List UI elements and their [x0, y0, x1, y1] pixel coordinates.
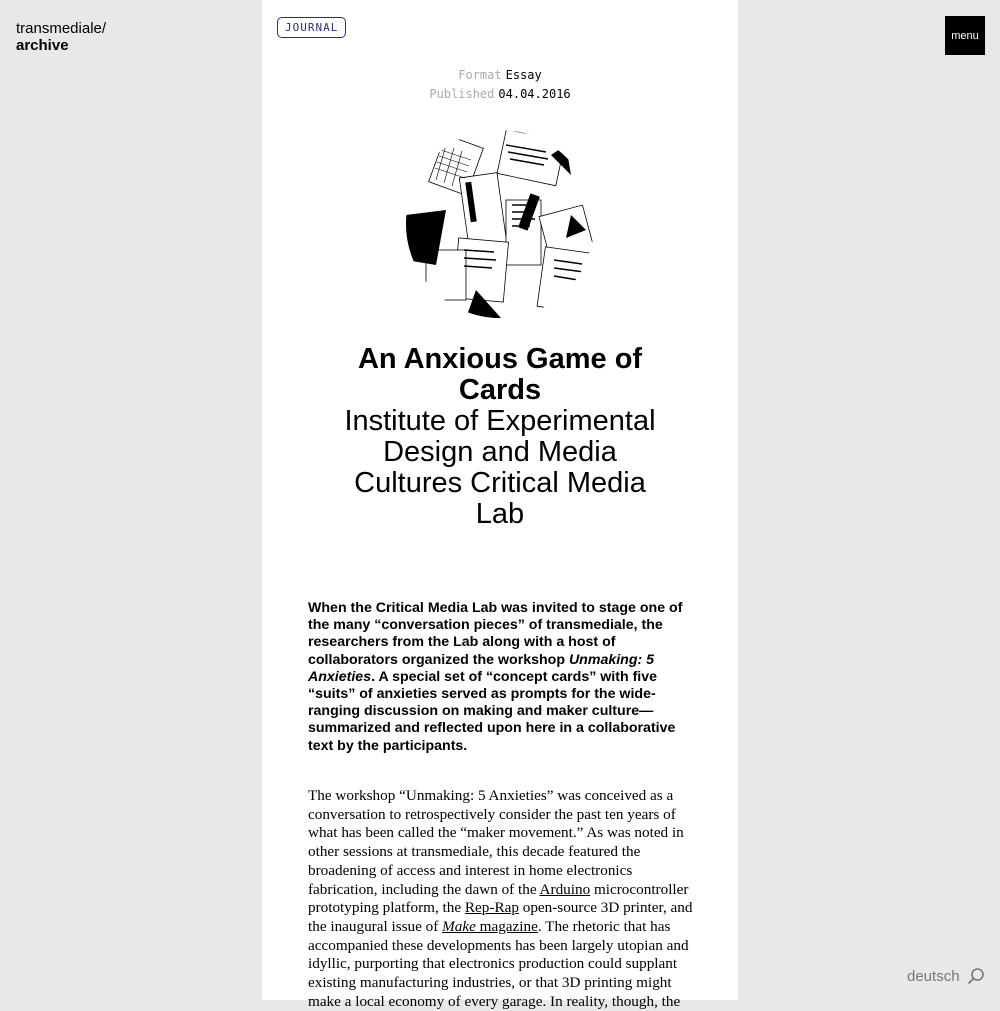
arduino-link[interactable]: Arduino [539, 880, 591, 898]
logo-line-1: transmediale/ [16, 20, 107, 37]
format-key: Format [458, 68, 502, 82]
body-part-3: open-source 3D printer, and the inaugural issue of [308, 899, 693, 935]
make-link-italic: Make [442, 917, 476, 935]
article-title: An Anxious Game of Cards [357, 343, 643, 406]
published-key: Published [429, 87, 495, 101]
menu-button[interactable]: menu [945, 16, 985, 55]
format-value: Essay [505, 68, 542, 82]
lead-part-1: When the Critical Media Lab was invited to stage one of the many “conversation pieces” of transmediale, the researchers from the Lab along with a host of collaborators organized the workshop [308, 600, 683, 668]
published-value: 04.04.2016 [498, 87, 571, 101]
body-part-2: microcontroller prototyping platform, the [308, 880, 689, 917]
format-row [262, 66, 738, 85]
lead-italic-title: Unmaking: 5 Anxieties [308, 651, 655, 685]
reprap-link[interactable]: Rep-Rap [464, 899, 519, 917]
site-logo[interactable] [16, 20, 106, 54]
lead-part-2: . A special set of “concept cards” with five “suits” of anxieties served as prompts for the wide-ranging discussion on making and maker culture—summarized and reflected upon here in a collaborative text by the participants. [308, 668, 676, 754]
article-title-block [342, 344, 658, 530]
hero-collage-image [406, 130, 594, 318]
article-lead [308, 600, 688, 755]
article-meta [262, 66, 738, 104]
article-author: Institute of Experimental Design and Media Cultures Critical Media Lab [344, 405, 656, 530]
make-link-rest: magazine [475, 917, 538, 935]
published-row [262, 85, 738, 104]
logo-line-2: archive [16, 37, 69, 54]
body-part-4: . The rhetoric that has accompanied these developments has been largely utopian and idyllic, purporting that electronics production could supplant existing manufacturing industries, or that 3D printing might make a local economy of every garage. In reality, though, the [308, 917, 689, 1010]
make-magazine-link[interactable] [442, 918, 538, 935]
search-icon[interactable] [967, 967, 985, 985]
article-body [308, 787, 693, 1011]
body-part-1: The workshop “Unmaking: 5 Anxieties” was conceived as a conversation to retrospectively consider the past ten years of what has been called the “maker movement.” As was noted in other sessions at transmediale, this decade featured the broadening of access and interest in home electronics fabrication, including the dawn of the [308, 787, 684, 898]
language-switch[interactable]: deutsch [907, 968, 960, 985]
article-column [262, 0, 738, 1010]
journal-tag[interactable]: JOURNAL [277, 17, 346, 38]
